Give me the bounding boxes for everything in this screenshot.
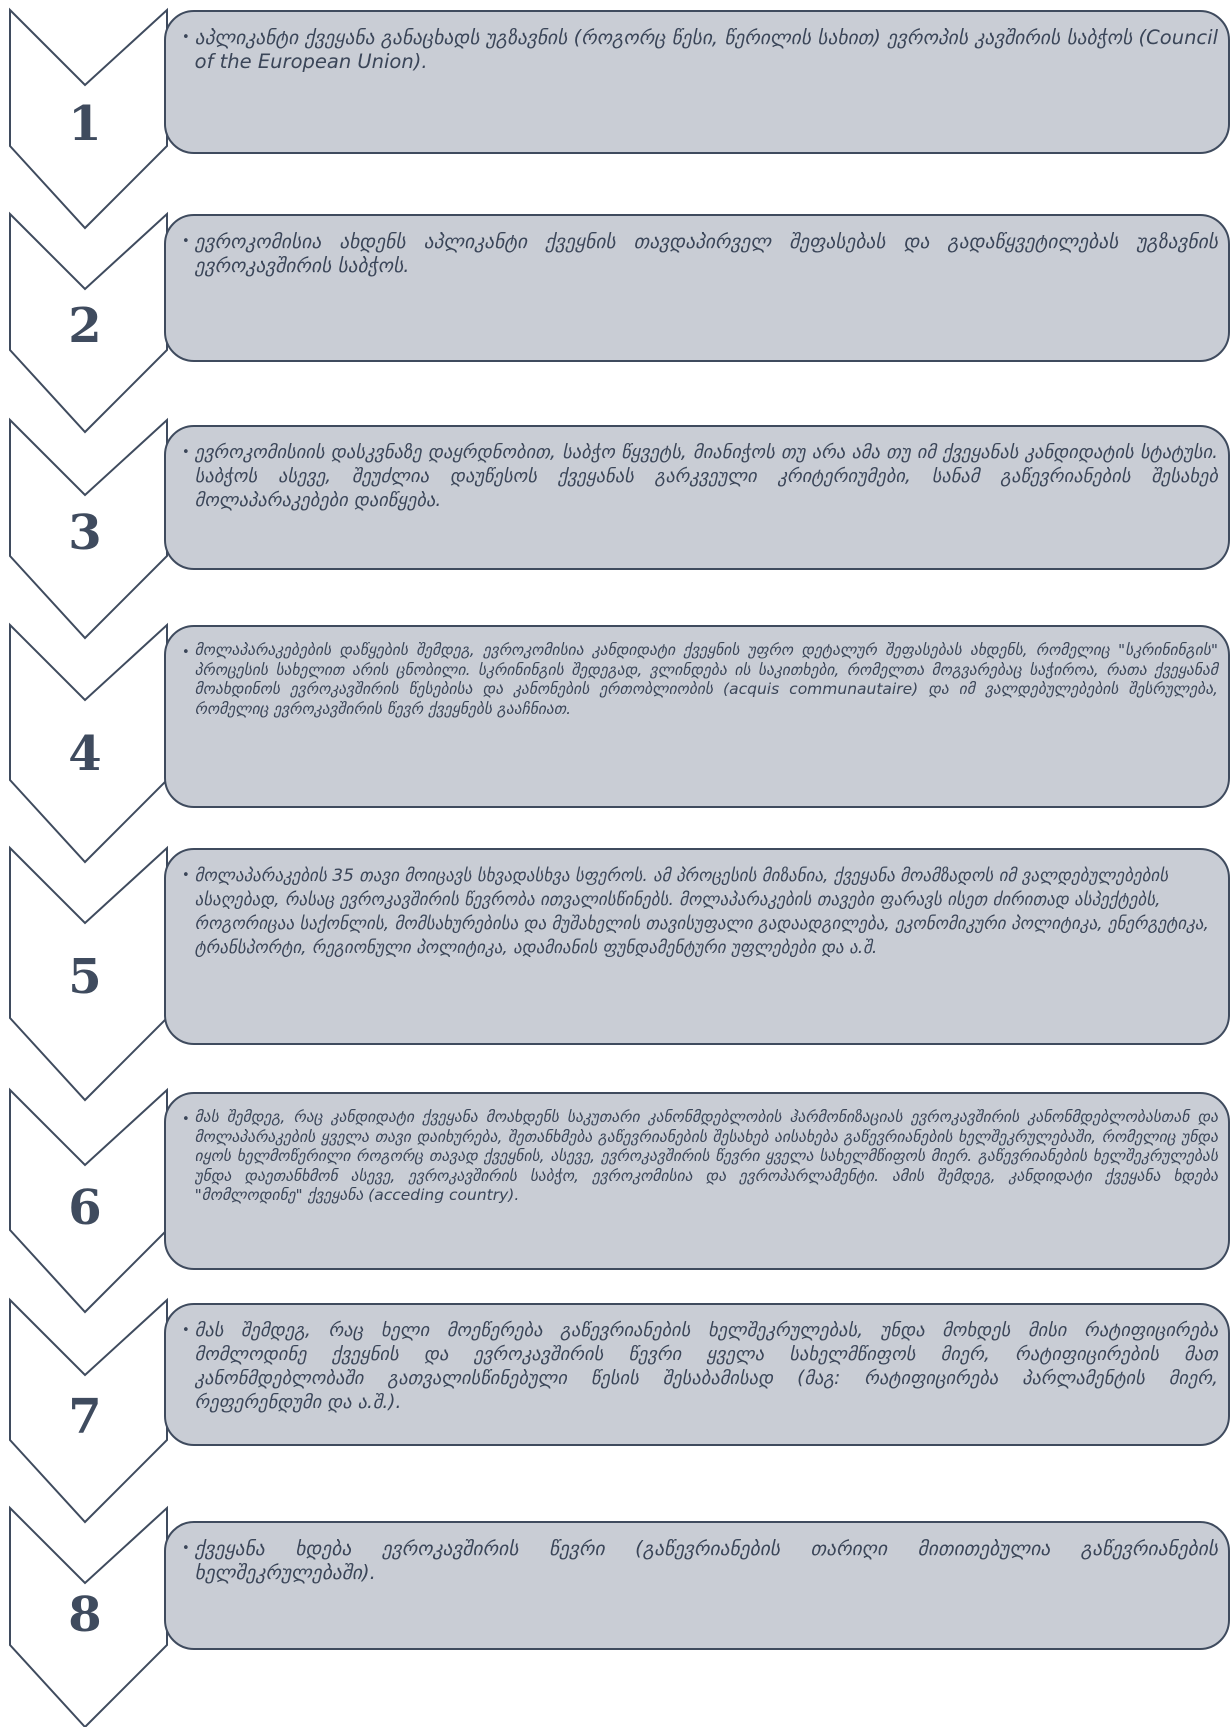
step-7-box [164, 1303, 1230, 1446]
step-8-text: ქვეყანა ხდება ევროკავშირის წევრი (გაწევრიანების თარიღი მითითებულია გაწევრიანების ხელშეკრულებაში). [194, 1537, 1218, 1584]
bullet-icon: • [182, 1112, 190, 1127]
step-2-text: ევროკომისია ახდენს აპლიკანტი ქვეყნის თავდაპირველ შეფასებას და გადაწყვეტილებას უგზავნის ევროკავშირის საბჭოს. [194, 230, 1218, 277]
bullet-icon: • [182, 30, 190, 45]
bullet-icon: • [182, 445, 190, 460]
step-4-box [164, 625, 1230, 808]
step-5-number: 5 [68, 949, 102, 1005]
step-5-text: მოლაპარაკების 35 თავი მოიცავს სხვადასხვა სფეროს. ამ პროცესის მიზანია, ქვეყანა მოამზადოს იმ ვალდებულებების ასაღებად, რასაც ევროკავშირის წევრობა ითვალისწინებს. მოლაპარაკების თავები ფარავს ისეთ ძირითად ასპექტებს, როგორიცაა საქონლის, მომსახურებისა და მუშახელის თავისუფალი გადაადგილება, ეკონომიკური პოლიტიკა, ენერგეტიკა, ტრანსპორტი, რეგიონული პოლიტიკა, ადამიანის ფუნდამენტური უფლებები და ა.შ. [194, 866, 1209, 958]
step-8-number: 8 [68, 1587, 102, 1643]
bullet-icon: • [182, 1323, 190, 1338]
step-4-number: 4 [68, 726, 102, 782]
step-6-number: 6 [68, 1180, 102, 1236]
step-1-text: აპლიკანტი ქვეყანა განაცხადს უგზავნის (როგორც წესი, წერილის სახით) ევროპის კავშირის საბჭოს (Council of the European Union). [194, 26, 1218, 73]
step-1-number: 1 [68, 96, 102, 152]
step-3-number: 3 [68, 505, 102, 561]
step-2-box [164, 214, 1230, 362]
step-8-box [164, 1521, 1230, 1650]
bullet-icon: • [182, 1541, 190, 1556]
step-4-text: მოლაპარაკებების დაწყების შემდეგ, ევროკომისია კანდიდატი ქვეყნის უფრო დეტალურ შეფასებას ახდენს, რომელიც "სკრინინგის" პროცესის სახელით არის ცნობილი. სკრინინგის შედეგად, ვლინდება ის საკითხები, რომელთა მოგვარებაც საჭიროა, რათა ქვეყანამ მოახდინოს ევროკავშირის წესებისა და კანონების ერთობლიობის (acquis communautaire) და იმ ვალდებულებების შესრულება, რომელიც ევროკავშირის წევრ ქვეყნებს გააჩნიათ. [194, 641, 1218, 718]
step-6-text: მას შემდეგ, რაც კანდიდატი ქვეყანა მოახდენს საკუთარი კანონმდებლობის ჰარმონიზაციას ევროკავშირის კანონმდებლობასთან და მოლაპარაკების ყველა თავი დაიხურება, შეთანხმება გაწევრიანების შესახებ აისახება გაწევრიანების ხელშეკრულებაში, რომელიც უნდა იყოს ხელმოწერილი როგორც თავად ქვეყნის, ასევე, ევროკავშირის წევრი ყველა სახელმწიფოს მიერ. გაწევრიანების ხელშეკრულებას უნდა დაეთანხმონ ასევე, ევროკავშირის საბჭო, ევროკომისია და ევროპარლამენტი. ამის შემდეგ, კანდიდატი ქვეყანა ხდება "მომლოდინე" ქვეყანა (acceding country). [194, 1108, 1218, 1204]
step-3-text: ევროკომისიის დასკვნაზე დაყრდნობით, საბჭო წყვეტს, მიანიჭოს თუ არა ამა თუ იმ ქვეყანას კანდიდატის სტატუსი. საბჭოს ასევე, შეუძლია დაუწესოს ქვეყანას გარკვეული კრიტერიუმები, სანამ გაწევრიანების შესახებ მოლაპარაკებები დაიწყება. [194, 442, 1218, 511]
step-7-text: მას შემდეგ, რაც ხელი მოეწერება გაწევრიანების ხელშეკრულებას, უნდა მოხდეს მისი რატიფიცირება მომლოდინე ქვეყნის და ევროკავშირის წევრი ყველა სახელმწიფოს მიერ, რატიფიცირების მათ კანონმდებლობაში გათვალისწინებული წესის შესაბამისად (მაგ: რატიფიცირება პარლამენტის მიერ, რეფერენდუმი და ა.შ.). [194, 1320, 1218, 1413]
step-7-number: 7 [68, 1389, 102, 1445]
bullet-icon: • [182, 234, 190, 249]
step-3-box [164, 425, 1230, 570]
bullet-icon: • [182, 868, 190, 883]
bullet-icon: • [182, 645, 190, 660]
step-1-box [164, 10, 1230, 154]
step-6-box [164, 1092, 1230, 1270]
step-5-box [164, 848, 1230, 1045]
step-2-number: 2 [68, 298, 102, 354]
